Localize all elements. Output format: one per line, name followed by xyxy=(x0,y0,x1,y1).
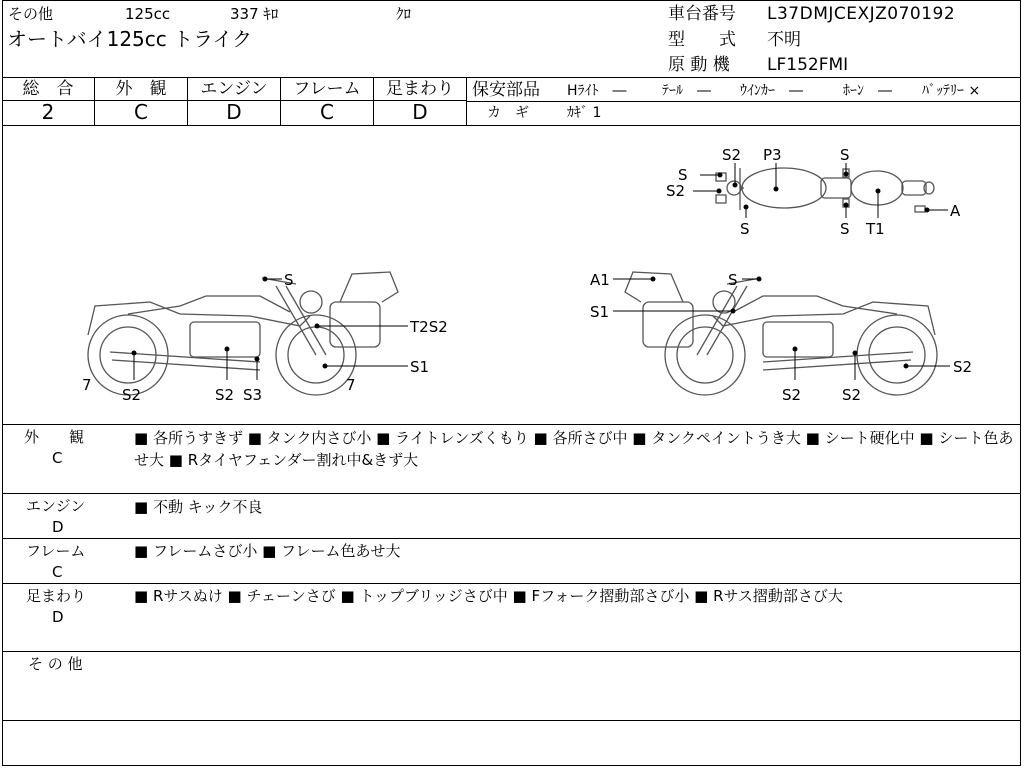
section-suspension-notes: ■ Rサスぬけ ■ チェーンさび ■ トップブリッジさび中 ■ Fフォーク摺動部さび小 ■ Rサス摺動部さび大 xyxy=(134,587,843,605)
section-divider xyxy=(2,538,1021,539)
mark-left-s3: S3 xyxy=(243,386,263,404)
type-value: 不明 xyxy=(767,30,801,50)
mark-right-s2-2: S2 xyxy=(842,386,862,404)
category: その他 xyxy=(8,5,54,23)
mark-right-s1: S1 xyxy=(590,303,610,321)
safety-horn: ﾎｰﾝ ― xyxy=(843,83,892,99)
safety-headlight: Hﾗｲﾄ ― xyxy=(567,83,627,99)
mark-left-7-2: 7 xyxy=(346,376,356,394)
exterior-grade-value: C xyxy=(134,100,148,124)
section-divider xyxy=(2,583,1021,584)
frame-grade-label: フレーム xyxy=(293,79,361,99)
diagram-divider xyxy=(2,424,1021,425)
color: ｸﾛ xyxy=(396,5,412,23)
frame-grade-value: C xyxy=(320,100,334,124)
mark-right-s: S xyxy=(728,271,738,289)
section-frame-label: フレーム xyxy=(26,542,86,560)
section-frame-notes: ■ フレームさび小 ■ フレーム色あせ大 xyxy=(134,542,401,560)
key-value: ｶｷﾞ 1 xyxy=(567,105,602,121)
section-other-label: そ の 他 xyxy=(28,655,83,673)
mark-top-s-4: S xyxy=(840,220,850,238)
mark-right-a1: A1 xyxy=(590,271,610,289)
displacement: 125cc xyxy=(125,5,171,23)
type-label: 型 式 xyxy=(668,30,736,50)
mark-top-s2-1: S2 xyxy=(666,182,686,200)
engine-grade-value: D xyxy=(226,100,242,124)
suspension-grade-value: D xyxy=(412,100,428,124)
key-label: カ ギ xyxy=(487,105,529,121)
model-name: オートバイ125cc トライク xyxy=(7,27,253,51)
section-exterior-label: 外 観 xyxy=(24,428,85,446)
mark-top-p3: P3 xyxy=(763,146,782,164)
mark-right-s2-3: S2 xyxy=(953,358,973,376)
section-exterior-notes: ■ 各所うすきず ■ タンク内さび小 ■ ライトレンズくもり ■ 各所さび中 ■ タンクペイントうき大 ■ シート硬化中 ■ シート色あせ大 ■ Rタイヤフェンダー割れ中&きず大 xyxy=(134,429,1014,469)
exterior-grade-label: 外 観 xyxy=(115,79,167,99)
mark-top-s-2: S xyxy=(840,146,850,164)
section-suspension-grade: D xyxy=(52,608,64,626)
section-divider xyxy=(2,493,1021,494)
mark-left-s: S xyxy=(284,271,294,289)
mark-left-s2-1: S2 xyxy=(122,386,142,404)
mark-left-7-1: 7 xyxy=(82,376,92,394)
overall-grade-label: 総 合 xyxy=(22,79,74,99)
overall-grade-value: 2 xyxy=(41,100,55,124)
frame-no-label: 車台番号 xyxy=(668,4,736,24)
mark-top-a: A xyxy=(950,202,961,220)
safety-label: 保安部品 xyxy=(472,80,540,100)
damage-diagram xyxy=(0,126,1024,424)
mark-left-s1: S1 xyxy=(410,358,430,376)
section-engine-grade: D xyxy=(52,518,64,536)
bike-top-view xyxy=(716,168,934,212)
mark-top-s-3: S xyxy=(740,220,750,238)
engine-model-label: 原 動 機 xyxy=(668,55,730,75)
section-engine-notes: ■ 不動 キック不良 xyxy=(134,498,263,516)
header-divider xyxy=(2,77,1021,78)
suspension-grade-label: 足まわり xyxy=(386,79,454,99)
mark-left-t2s2: T2S2 xyxy=(410,318,448,336)
mark-top-t1: T1 xyxy=(866,220,885,238)
section-suspension-label: 足まわり xyxy=(26,587,87,605)
section-divider xyxy=(2,651,1021,652)
mark-top-s2-2: S2 xyxy=(722,146,742,164)
mark-right-s2-1: S2 xyxy=(782,386,802,404)
safety-battery: ﾊﾞｯﾃﾘｰ × xyxy=(922,83,981,99)
mileage: 337 ｷﾛ xyxy=(230,5,279,23)
engine-model-value: LF152FMI xyxy=(767,55,849,75)
safety-taillight: ﾃｰﾙ ― xyxy=(662,83,711,99)
section-exterior-grade: C xyxy=(52,449,63,467)
mark-left-s2-2: S2 xyxy=(215,386,235,404)
mark-top-s-1: S xyxy=(678,166,688,184)
safety-mid-line xyxy=(466,101,1021,102)
section-divider xyxy=(2,720,1021,721)
section-engine-label: エンジン xyxy=(26,497,86,515)
bike-right-view xyxy=(625,272,937,395)
engine-grade-label: エンジン xyxy=(200,79,268,99)
frame-no-value: L37DMJCEXJZ070192 xyxy=(767,4,956,24)
section-frame-grade: C xyxy=(52,563,63,581)
safety-winker: ｳｲﾝｶｰ ― xyxy=(740,83,803,99)
